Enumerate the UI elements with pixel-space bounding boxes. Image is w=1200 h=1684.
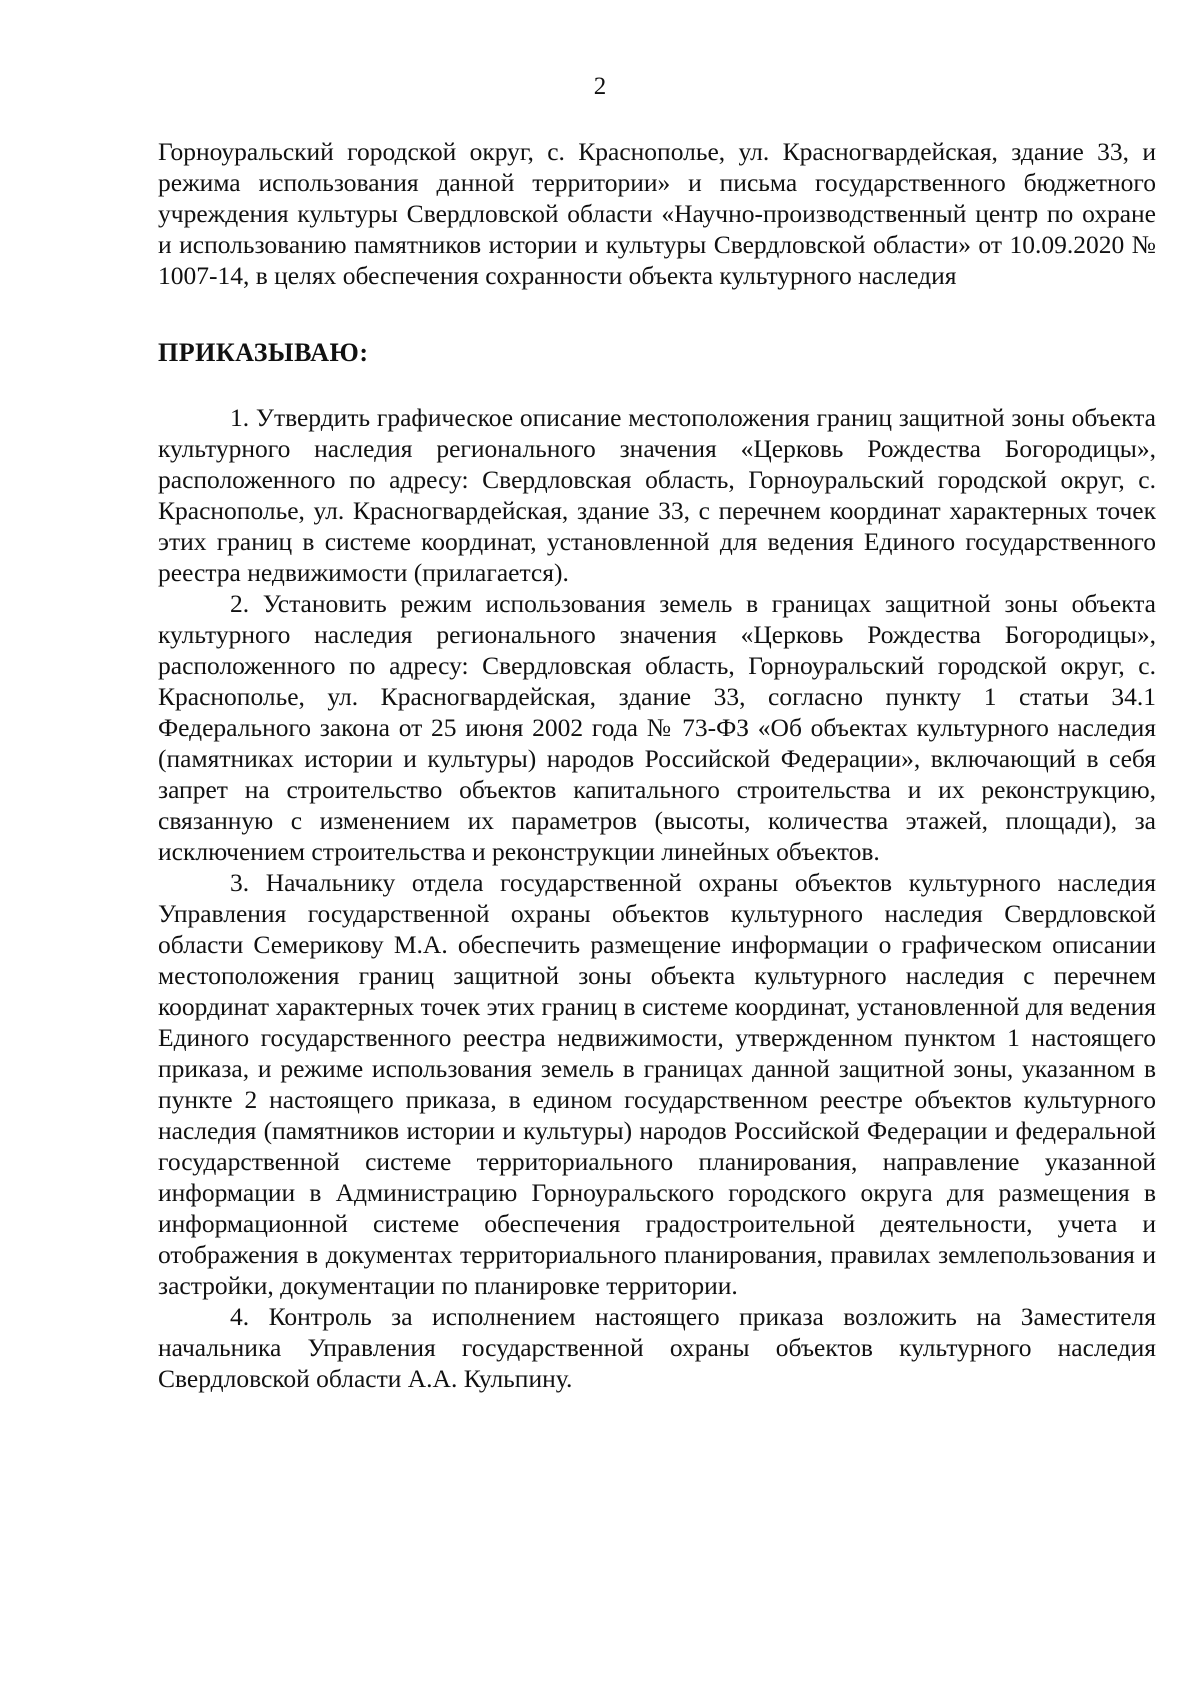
order-item-2: 2. Установить режим использования земель в границах защитной зоны объекта культурного наследия регионального значения «Церковь Рождества Богородицы», расположенного по адресу: Свердловская область, Горноуральский городской округ, с. Краснополье, ул. Красногвардейская, здание 33, согласно пункту 1 статьи 34.1 Федерального закона от 25 июня 2002 года № 73-ФЗ «Об объектах культурного наследия (памятниках истории и культуры) народов Российской Федерации», включающий в себя запрет на строительство объектов капитального строительства и их реконструкцию, связанную с изменением их параметров (высоты, количества этажей, площади), за исключением строительства и реконструкции линейных объектов. — [158, 589, 1156, 866]
order-item-1: 1. Утвердить графическое описание местоположения границ защитной зоны объекта культурного наследия регионального значения «Церковь Рождества Богородицы», расположенного по адресу: Свердловская область, Горноуральский городской округ, с. Краснополье, ул. Красногвардейская, здание 33, с перечнем координат характерных точек этих границ в системе координат, установленной для ведения Единого государственного реестра недвижимости (прилагается). — [158, 403, 1156, 587]
intro-paragraph: Горноуральский городской округ, с. Краснополье, ул. Красногвардейская, здание 33, и режима использования данной территории» и письма государственного бюджетного учреждения культуры Свердловской области «Научно-производственный центр по охране и использованию памятников истории и культуры Свердловской области» от 10.09.2020 № 1007-14, в целях обеспечения сохранности объекта культурного наследия — [158, 137, 1156, 290]
page-number: 2 — [593, 73, 607, 100]
order-item-4: 4. Контроль за исполнением настоящего приказа возложить на Заместителя начальника Управления государственной охраны объектов культурного наследия Свердловской области А.А. Кульпину. — [158, 1302, 1156, 1393]
order-heading: ПРИКАЗЫВАЮ: — [158, 338, 369, 367]
order-item-3: 3. Начальнику отдела государственной охраны объектов культурного наследия Управления государственной охраны объектов культурного наследия Свердловской области Семерикову М.А. обеспечить размещение информации о графическом описании местоположения границ защитной зоны объекта культурного наследия с перечнем координат характерных точек этих границ в системе координат, установленной для ведения Единого государственного реестра недвижимости, утвержденном пунктом 1 настоящего приказа, и режиме использования земель в границах данной защитной зоны, указанном в пункте 2 настоящего приказа, в едином государственном реестре объектов культурного наследия (памятников истории и культуры) народов Российской Федерации и федеральной государственной системе территориального планирования, направление указанной информации в Администрацию Горноуральского городского округа для размещения в информационной системе обеспечения градостроительной деятельности, учета и отображения в документах территориального планирования, правилах землепользования и застройки, документации по планировке территории. — [158, 868, 1156, 1300]
document-body — [158, 136, 1156, 1394]
